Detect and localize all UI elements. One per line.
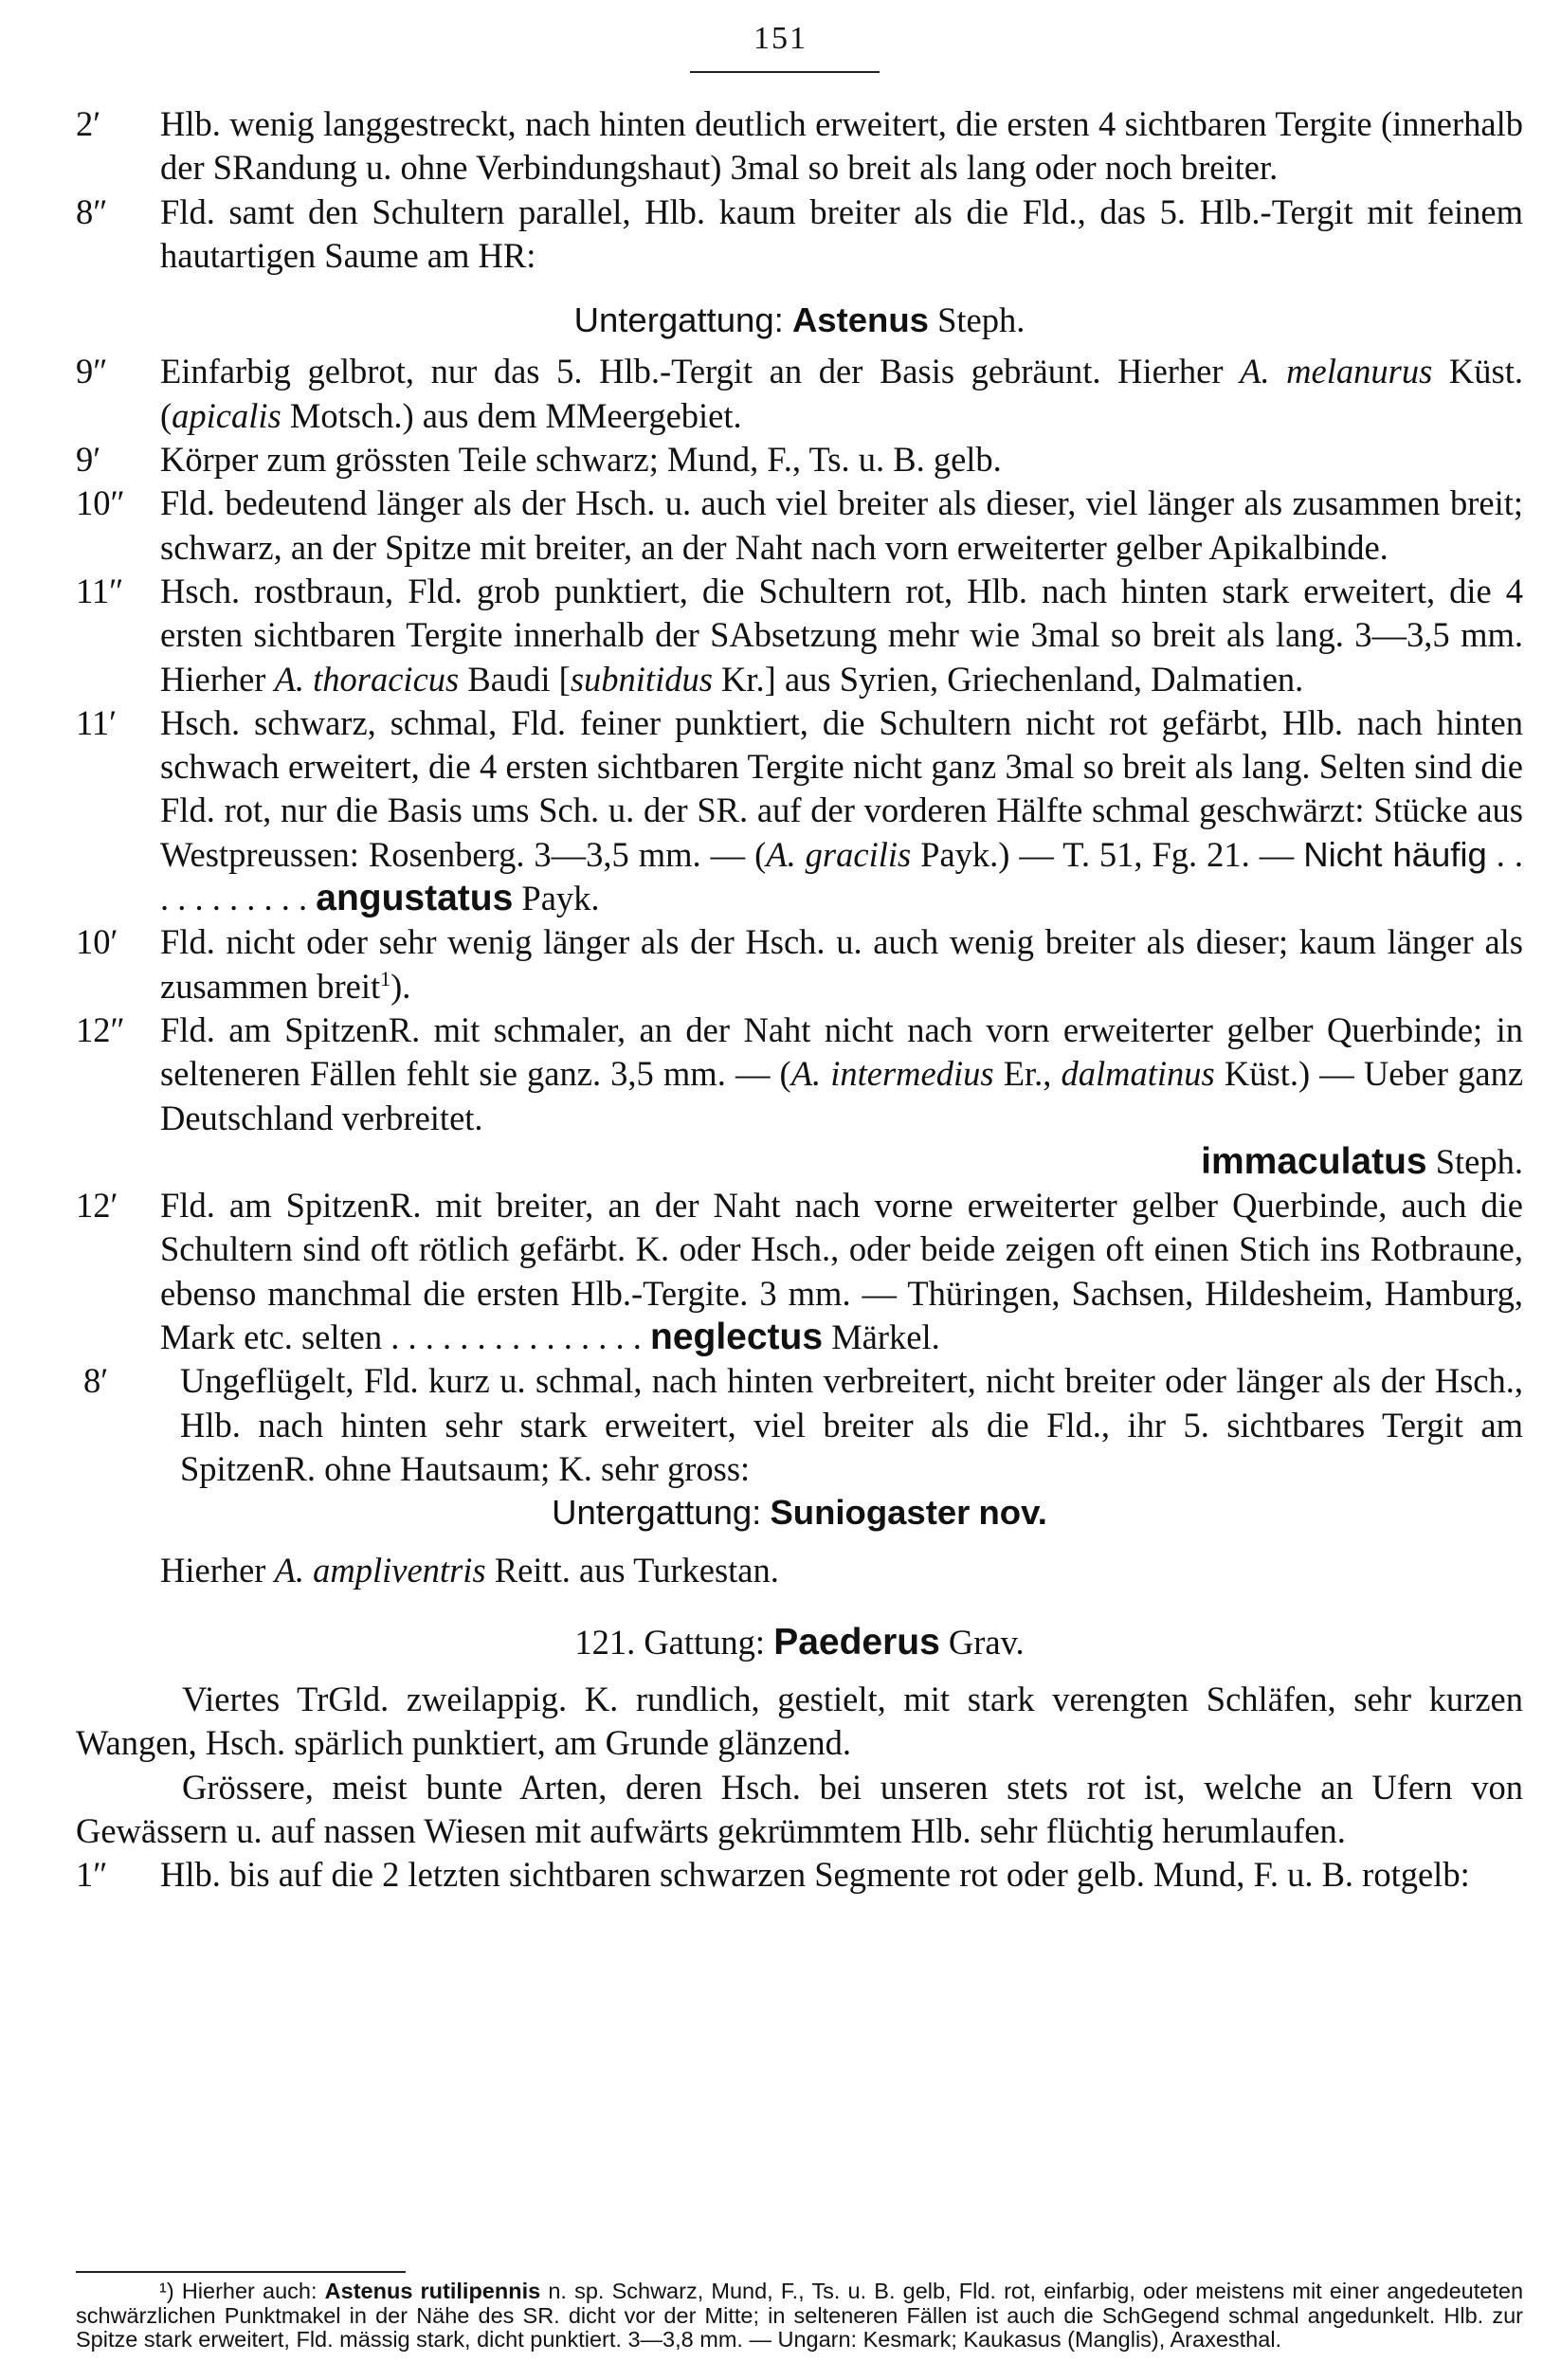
header-rule bbox=[690, 71, 880, 73]
species-author: Märkel. bbox=[831, 1317, 940, 1357]
entry-number: 10′ bbox=[76, 922, 118, 962]
entry-number: 9′ bbox=[76, 440, 101, 480]
synonym-italic: A. gracilis bbox=[766, 834, 912, 874]
frequency-note: Nicht häufig bbox=[1303, 834, 1487, 874]
entry-text: Fld. bedeutend länger als der Hsch. u. auch viel breiter als dieser, viel länger als zusammen breit; schwarz, an der Spitze mit breiter, an der Naht nach vorn erweiterter gelber Apikalbinde. bbox=[160, 483, 1523, 567]
key-text bbox=[76, 102, 1523, 1898]
entry-number: 1″ bbox=[76, 1855, 108, 1895]
entry-number: 12″ bbox=[76, 1009, 125, 1049]
synonym-italic: A. intermedius bbox=[790, 1054, 994, 1094]
leader-dots: . . . . . . . . . . . . . . . bbox=[390, 1317, 642, 1357]
species-name-italic: A. melanurus bbox=[1240, 352, 1433, 391]
subgenus-name: Suniogaster bbox=[770, 1493, 971, 1533]
key-entry-2prime bbox=[76, 102, 1523, 191]
key-entry-10prime: 10′ Fld. nicht oder sehr wenig länger als der Hsch. u. auch wenig breiter als dieser; kaum länger als zusammen breit$^1$). bbox=[76, 922, 1523, 1006]
species-name: neglectus bbox=[650, 1317, 824, 1358]
species-author: Steph. bbox=[1435, 1141, 1523, 1181]
key-entry-8dprime bbox=[76, 191, 1523, 279]
entry-text: Hlb. bis auf die 2 letzten sichtbaren schwarzen Segmente rot oder gelb. Mund, F. u. B. rotgelb: bbox=[160, 1855, 1470, 1895]
key-entry-10dprime bbox=[76, 481, 1523, 570]
key-entry-9dprime: 9″ Einfarbig gelbrot, nur das 5. Hlb.-Tergit an der Basis gebräunt. Hierher A. melanurus Küst. (apicalis Motsch.) aus dem MMeergebiet. bbox=[76, 352, 1523, 435]
hierher-line: Hierher A. ampliventris Reitt. aus Turkestan. bbox=[160, 1550, 779, 1590]
entry-number: 12′ bbox=[76, 1186, 118, 1226]
entry-number: 9″ bbox=[76, 352, 108, 391]
species-author: Payk. bbox=[521, 879, 600, 918]
entry-number: 11′ bbox=[76, 702, 118, 742]
key-entry-11prime: 11′ Hsch. schwarz, schmal, Fld. feiner punktiert, die Schultern nicht rot gefärbt, Hlb. nach hinten schwach erweitert, die 4 ersten sichtbaren Tergite nicht ganz 3mal so breit als lang. Selten sind die Fld. rot, nur die Basis ums Sch. u. der SR. auf der vorderen Hälfte schmal geschwärzt: Stücke aus Westpreussen: Rosenberg. 3—3,5 mm. — (A. gracilis Payk.) — T. 51, Fg. 21. — Nicht häufig . . . . . . . . . . . angustatus Payk. bbox=[76, 702, 1523, 919]
genus-heading bbox=[76, 1621, 1523, 1664]
leader-dots: . . . . . . . . . . . bbox=[160, 834, 1523, 918]
entry-text: Hlb. wenig langgestreckt, nach hinten deutlich erweitert, die ersten 4 sichtbaren Tergite (innerhalb der SRandung u. ohne Verbindungshaut) 3mal so breit als lang oder noch breiter. bbox=[160, 104, 1523, 188]
entry-text: Einfarbig gelbrot, nur das 5. Hlb.-Tergit an der Basis gebräunt. Hierher bbox=[160, 352, 1224, 391]
page-number: 151 bbox=[753, 21, 808, 56]
key-entry-11dprime: 11″ Hsch. rostbraun, Fld. grob punktiert, die Schultern rot, Hlb. nach hinten stark erweitert, die 4 ersten sichtbaren Tergite innerhalb der SAbsetzung mehr wie 3mal so breit als lang. 3—3,5 mm. Hierher A. thoracicus Baudi [subnitidus Kr.] aus Syrien, Griechenland, Dalmatien. bbox=[76, 571, 1523, 699]
key-entry-1dprime bbox=[76, 1853, 1523, 1897]
entry-text: Körper zum grössten Teile schwarz; Mund, F., Ts. u. B. gelb. bbox=[160, 440, 1002, 480]
species-name: immaculatus bbox=[1201, 1140, 1427, 1182]
subgenus-heading-suniogaster bbox=[76, 1491, 1523, 1535]
entry-number: 10″ bbox=[76, 483, 125, 523]
key-entry-9prime bbox=[76, 438, 1523, 481]
synonym-italic: apicalis bbox=[172, 395, 281, 435]
synonym-italic: subnitidus bbox=[570, 659, 713, 699]
footnote-ref: 1 bbox=[380, 966, 391, 990]
footnote-species-name: Astenus rutilipennis bbox=[324, 2279, 541, 2303]
subgenus-label: Untergattung: bbox=[552, 1493, 762, 1533]
entry-text: Fld. samt den Schultern parallel, Hlb. kaum breiter als die Fld., das 5. Hlb.-Tergit mit feinem hautartigen Saume am HR: bbox=[160, 191, 1523, 275]
entry-number: 8″ bbox=[76, 191, 108, 231]
genus-author: Grav. bbox=[948, 1622, 1025, 1662]
species-name-italic: A. thoracicus bbox=[274, 659, 460, 699]
subgenus-heading-astenus bbox=[76, 299, 1523, 342]
footnote-rule bbox=[76, 2271, 406, 2273]
species-name: angustatus bbox=[316, 878, 514, 919]
key-entry-8prime bbox=[76, 1359, 1523, 1491]
key-entry-12dprime: 12″ Fld. am SpitzenR. mit schmaler, an der Naht nicht nach vorn erweiterter gelber Querbinde; in selteneren Fällen fehlt sie ganz. 3,5 mm. — (A. intermedius Er., dalmatinus Küst.) — Ueber ganz Deutschland verbreitet. immaculatus Steph. bbox=[76, 1008, 1523, 1184]
genus-number: 121. Gattung: bbox=[574, 1622, 766, 1662]
genus-name: Paederus bbox=[773, 1621, 940, 1662]
entry-number: 2′ bbox=[76, 104, 101, 143]
entry-number: 11″ bbox=[76, 571, 124, 610]
species-name-italic: A. ampliventris bbox=[274, 1550, 486, 1590]
genus-habitat: Grössere, meist bunte Arten, deren Hsch. bei unseren stets rot ist, welche an Ufern von Gewässern u. auf nassen Wiesen mit aufwärts gekrümmtem Hlb. sehr flüchtig herumlaufen. bbox=[76, 1767, 1523, 1850]
subgenus-author: nov. bbox=[978, 1493, 1047, 1533]
key-entry-12prime: 12′ Fld. am SpitzenR. mit breiter, an der Naht nach vorne erweiterter gelber Querbinde, auch die Schultern sind oft rötlich gefärbt. K. oder Hsch., oder beide zeigen oft einen Stich ins Rotbraune, ebenso manchmal die ersten Hlb.-Tergite. 3 mm. — Thüringen, Sachsen, Hildesheim, Hamburg, Mark etc. selten . . . . . . . . . . . . . . . neglectus Märkel. bbox=[76, 1186, 1523, 1358]
synonym-italic: dalmatinus bbox=[1061, 1054, 1215, 1094]
genus-description: Viertes TrGld. zweilappig. K. rundlich, gestielt, mit stark verengten Schläfen, sehr kurzen Wangen, Hsch. spärlich punktiert, am Grunde glänzend. bbox=[76, 1680, 1523, 1763]
subgenus-label: Untergattung: bbox=[573, 300, 784, 340]
entry-text: Ungeflügelt, Fld. kurz u. schmal, nach hinten verbreitert, nicht breiter oder länger als der Hsch., Hlb. nach hinten sehr stark erweitert, viel breiter als die Fld., ihr 5. sichtbares Tergit am SpitzenR. ohne Hautsaum; K. sehr gross: bbox=[180, 1361, 1523, 1488]
entry-number: 8′ bbox=[83, 1361, 109, 1401]
species-line bbox=[160, 1140, 1523, 1184]
footnote: ¹) Hierher auch: Astenus rutilipennis n. sp. Schwarz, Mund, F., Ts. u. B. gelb, Fld. rot, einfarbig, oder meistens mit einer angedeuteten schwärzlichen Punktmakel in der Nähe des SR. dicht vor der Mitte; in selteneren Fällen ist auch die SchGegend schmal angedunkelt. Hlb. zur Spitze stark erweitert, Fld. mässig stark, dicht punktiert. 3—3,8 mm. — Ungarn: Kesmark; Kaukasus (Manglis), Araxesthal. bbox=[76, 2279, 1524, 2352]
subgenus-name: Astenus bbox=[791, 300, 929, 340]
footnote-marker: ¹) bbox=[159, 2279, 174, 2303]
subgenus-author: Steph. bbox=[937, 300, 1026, 340]
